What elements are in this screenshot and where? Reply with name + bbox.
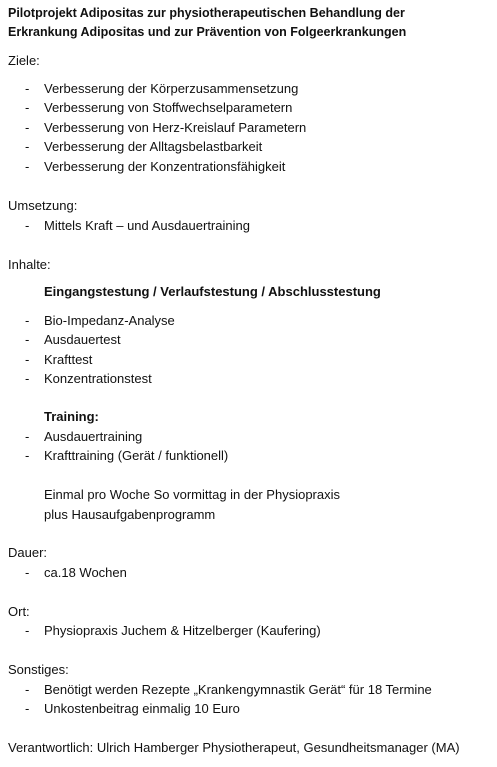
bullet-dash: - bbox=[25, 313, 30, 328]
bullet-dash: - bbox=[25, 429, 30, 444]
section-label-umsetzung: Umsetzung: bbox=[8, 198, 78, 213]
ziele-item: Verbesserung der Konzentrationsfähigkeit bbox=[44, 159, 286, 174]
testing-item: Konzentrationstest bbox=[44, 371, 152, 386]
ziele-item: Verbesserung von Herz-Kreislauf Parametern bbox=[44, 120, 307, 135]
testing-item: Krafttest bbox=[44, 352, 93, 367]
bullet-dash: - bbox=[25, 682, 30, 697]
bullet-dash: - bbox=[25, 371, 30, 386]
sonstiges-item: Benötigt werden Rezepte „Krankengymnastik Gerät“ für 18 Termine bbox=[44, 682, 432, 697]
schedule-note-line-1: Einmal pro Woche So vormittag in der Physiopraxis bbox=[44, 487, 340, 502]
bullet-dash: - bbox=[25, 565, 30, 580]
testing-heading: Eingangstestung / Verlaufstestung / Abschlusstestung bbox=[44, 284, 381, 299]
section-label-sonstiges: Sonstiges: bbox=[8, 662, 69, 677]
bullet-dash: - bbox=[25, 623, 30, 638]
training-item: Ausdauertraining bbox=[44, 429, 143, 444]
testing-item: Bio-Impedanz-Analyse bbox=[44, 313, 175, 328]
bullet-dash: - bbox=[25, 218, 30, 233]
ziele-item: Verbesserung von Stoffwechselparametern bbox=[44, 100, 293, 115]
bullet-dash: - bbox=[25, 159, 30, 174]
training-heading: Training: bbox=[44, 409, 99, 424]
document-title-line-1: Pilotprojekt Adipositas zur physiotherapeutischen Behandlung der bbox=[8, 6, 405, 20]
ort-item: Physiopraxis Juchem & Hitzelberger (Kaufering) bbox=[44, 623, 321, 638]
bullet-dash: - bbox=[25, 448, 30, 463]
ziele-item: Verbesserung der Alltagsbelastbarkeit bbox=[44, 139, 263, 154]
responsible-person: Verantwortlich: Ulrich Hamberger Physiotherapeut, Gesundheitsmanager (MA) bbox=[8, 740, 460, 755]
sonstiges-item: Unkostenbeitrag einmalig 10 Euro bbox=[44, 701, 240, 716]
bullet-dash: - bbox=[25, 352, 30, 367]
dauer-item: ca.18 Wochen bbox=[44, 565, 127, 580]
schedule-note-line-2: plus Hausaufgabenprogramm bbox=[44, 507, 216, 522]
section-label-inhalte: Inhalte: bbox=[8, 257, 51, 272]
bullet-dash: - bbox=[25, 139, 30, 154]
bullet-dash: - bbox=[25, 100, 30, 115]
ziele-item: Verbesserung der Körperzusammensetzung bbox=[44, 81, 299, 96]
bullet-dash: - bbox=[25, 701, 30, 716]
testing-item: Ausdauertest bbox=[44, 332, 121, 347]
bullet-dash: - bbox=[25, 332, 30, 347]
section-label-dauer: Dauer: bbox=[8, 545, 48, 560]
section-label-ort: Ort: bbox=[8, 604, 30, 619]
section-label-ziele: Ziele: bbox=[8, 53, 40, 68]
training-item: Krafttraining (Gerät / funktionell) bbox=[44, 448, 229, 463]
bullet-dash: - bbox=[25, 81, 30, 96]
document-title-line-2: Erkrankung Adipositas und zur Prävention von Folgeerkrankungen bbox=[8, 25, 407, 39]
umsetzung-item: Mittels Kraft – und Ausdauertraining bbox=[44, 218, 250, 233]
bullet-dash: - bbox=[25, 120, 30, 135]
